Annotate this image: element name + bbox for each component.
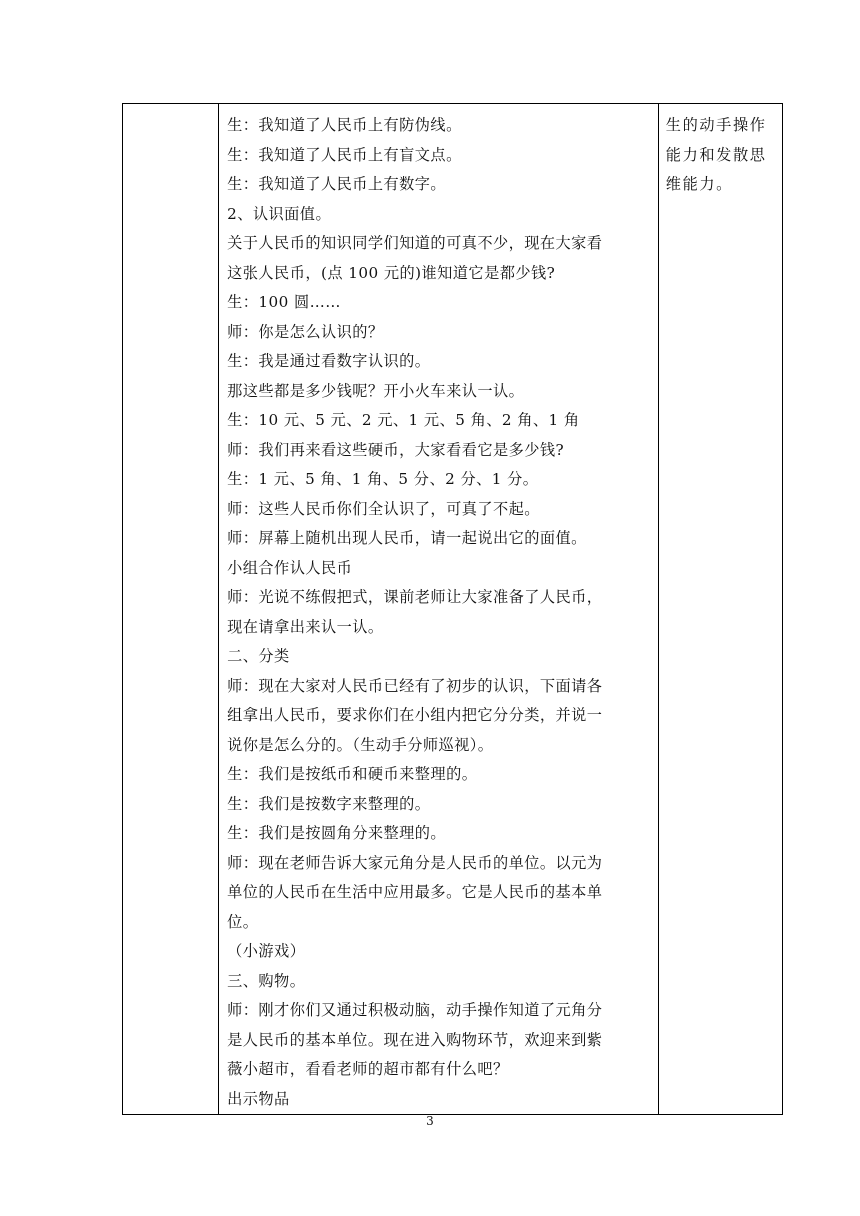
text-line: 生的动手操作 [665, 116, 767, 134]
lesson-plan-table [122, 103, 783, 1115]
text-line: 生：我们是按纸币和硬币来整理的。 [227, 765, 478, 783]
text-line: 单位的人民币在生活中应用最多。它是人民币的基本单 [227, 883, 603, 901]
text-line: 关于人民币的知识同学们知道的可真不少，现在大家看 [227, 234, 603, 252]
text-line: 维能力。 [665, 175, 733, 193]
text-line: 那这些都是多少钱呢？开小火车来认一认。 [227, 381, 525, 400]
text-line: 生：我知道了人民币上有数字。 [227, 175, 447, 193]
text-line: 生：我是通过看数字认识的。 [227, 352, 431, 370]
text-line: 师：我们再来看这些硬币，大家看看它是多少钱? [227, 440, 565, 459]
text-line: 师：你是怎么认识的？ [227, 322, 384, 341]
page-number: 3 [426, 1114, 434, 1128]
process-text [227, 111, 650, 1114]
text-line: 师：现在大家对人民币已经有了初步的认识，下面请各 [227, 676, 603, 695]
text-line: 二、分类 [227, 647, 290, 665]
text-line: 生：我们是按数字来整理的。 [227, 794, 431, 813]
text-line: 师：光说不练假把式，课前老师让大家准备了人民币， [227, 588, 603, 606]
text-line: 三、购物。 [227, 971, 306, 990]
text-line: （小游戏） [227, 942, 306, 960]
text-line: 2、认识面值。 [227, 204, 332, 223]
text-line: 小组合作认人民币 [227, 558, 353, 577]
text-line: 师：屏幕上随机出现人民币，请一起说出它的面值。 [227, 529, 587, 547]
text-line: 说你是怎么分的。（生动手分师巡视）。 [227, 735, 494, 754]
text-line: 师：现在老师告诉大家元角分是人民币的单位。以元为 [227, 853, 603, 872]
text-line: 薇小超市，看看老师的超市都有什么吧？ [227, 1060, 509, 1078]
text-line: 师：刚才你们又通过积极动脑，动手操作知道了元角分 [227, 1001, 603, 1019]
intent-cell [658, 104, 782, 1115]
text-line: 位。 [227, 912, 259, 931]
text-line: 生：我们是按圆角分来整理的。 [227, 824, 447, 842]
intent-text [666, 111, 776, 200]
text-line: 生：100 圆…… [227, 293, 341, 311]
left-cell [123, 104, 219, 1115]
process-cell [219, 104, 659, 1115]
text-line: 现在请拿出来认一认。 [227, 617, 384, 636]
text-line: 生：我知道了人民币上有防伪线。 [227, 116, 462, 134]
text-line: 组拿出人民币，要求你们在小组内把它分分类，并说一 [227, 706, 603, 724]
text-line: 能力和发散思 [665, 145, 767, 164]
table-row [123, 104, 783, 1115]
text-line: 生：我知道了人民币上有盲文点。 [227, 145, 462, 164]
text-line: 师：这些人民币你们全认识了，可真了不起。 [227, 499, 540, 518]
text-line: 生：1 元、5 角、1 角、5 分、2 分、1 分。 [227, 470, 539, 488]
text-line: 出示物品 [227, 1089, 290, 1108]
text-line: 生：10 元、5 元、2 元、1 元、5 角、2 角、1 角 [227, 411, 580, 429]
text-line: 是人民币的基本单位。现在进入购物环节，欢迎来到紫 [227, 1030, 603, 1049]
text-line: 这张人民币，(点 100 元的)谁知道它是都少钱? [227, 263, 556, 282]
